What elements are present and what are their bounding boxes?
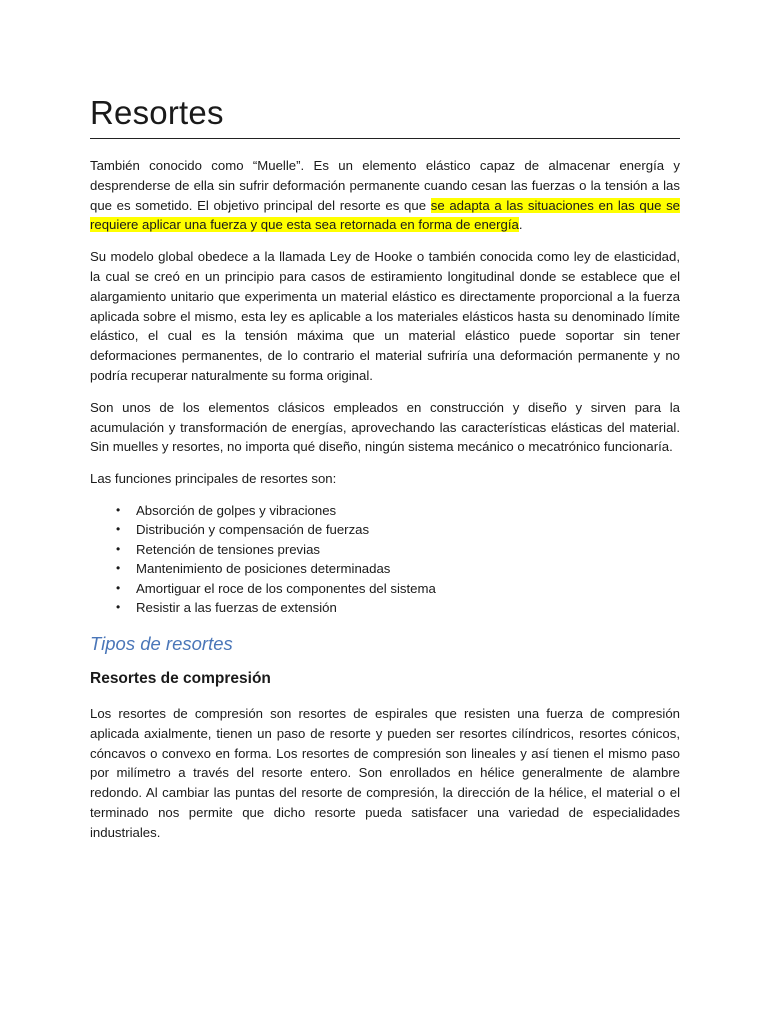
bullet-icon: • — [116, 522, 121, 537]
list-item-text: Retención de tensiones previas — [136, 541, 321, 557]
intro-paragraph — [90, 156, 680, 235]
list-item-text: Mantenimiento de posiciones determinadas — [136, 561, 391, 577]
list-item — [90, 540, 680, 560]
list-item — [90, 501, 680, 521]
bullet-icon: • — [116, 580, 121, 595]
list-item-text: Resistir a las fuerzas de extensión — [136, 600, 337, 616]
bullet-icon: • — [116, 600, 121, 615]
highlighted-text: se adapta a las situaciones en las que se requiere aplicar una fuerza y que esta sea retornada en forma de energía — [90, 197, 681, 233]
list-item-text: Amortiguar el roce de los componentes del sistema — [136, 580, 436, 596]
subsection-heading: Resortes de compresión — [90, 669, 271, 687]
list-item — [90, 520, 680, 540]
list-item — [90, 579, 680, 599]
functions-intro: Las funciones principales de resortes son: — [90, 471, 337, 487]
intro-text-end: . — [518, 217, 523, 233]
title-underline — [90, 138, 680, 139]
compression-paragraph: Los resortes de compresión son resortes de espirales que resisten una fuerza de compresión aplicada axialmente, tienen un paso de resorte y pueden ser resortes cilíndricos, resortes cónicos, cóncavos o convexo en forma. Los resortes de compresión son lineales y así tienen el mismo paso por milímetro a través del resorte entero. Son enrollados en hélice generalmente de alambre redondo. Al cambiar las puntas del resorte de compresión, la dirección de la hélice, el material o el terminado nos permite que dicho resorte pueda satisfacer una variedad de especialidades industriales. — [90, 705, 680, 840]
list-item — [90, 559, 680, 579]
bullet-icon: • — [116, 502, 121, 517]
list-item — [90, 598, 680, 618]
bullet-icon: • — [116, 541, 121, 556]
functions-list — [90, 501, 680, 618]
document-title: Resortes — [90, 94, 224, 131]
list-item-text: Absorción de golpes y vibraciones — [136, 502, 337, 518]
list-item-text: Distribución y compensación de fuerzas — [136, 522, 370, 538]
hooke-paragraph: Su modelo global obedece a la llamada Ley de Hooke o también conocida como ley de elasticidad, la cual se creó en un principio para casos de estiramiento longitudinal donde se establece que el alargamiento unitario que experimenta un material elástico es directamente proporcional a la fuerza aplicada sobre el mismo, esta ley es aplicable a los materiales elásticos hasta su denominado límite elástico, el cual es la tensión máxima que un material elástico puede soportar sin tener deformaciones permanentes, de lo contrario el material sufriría una deformación permanente y no podría recuperar naturalmente su forma original. — [90, 249, 680, 383]
bullet-icon: • — [116, 561, 121, 576]
uses-paragraph: Son unos de los elementos clásicos empleados en construcción y diseño y sirven para la acumulación y transformación de energías, aprovechando las características elásticas del material. Sin muelles y resortes, no importa qué diseño, ningún sistema mecánico o mecatrónico funcionaría. — [90, 399, 680, 455]
document-body — [90, 156, 680, 855]
intro-text: También conocido como “Muelle”. Es un elemento elástico capaz de almacenar energía y desprenderse de ella sin sufrir deformación permanente cuando cesan las fuerzas o la tensión a las que es sometido. El objetivo principal del resorte es que — [90, 158, 680, 213]
section-heading: Tipos de resortes — [90, 632, 233, 654]
